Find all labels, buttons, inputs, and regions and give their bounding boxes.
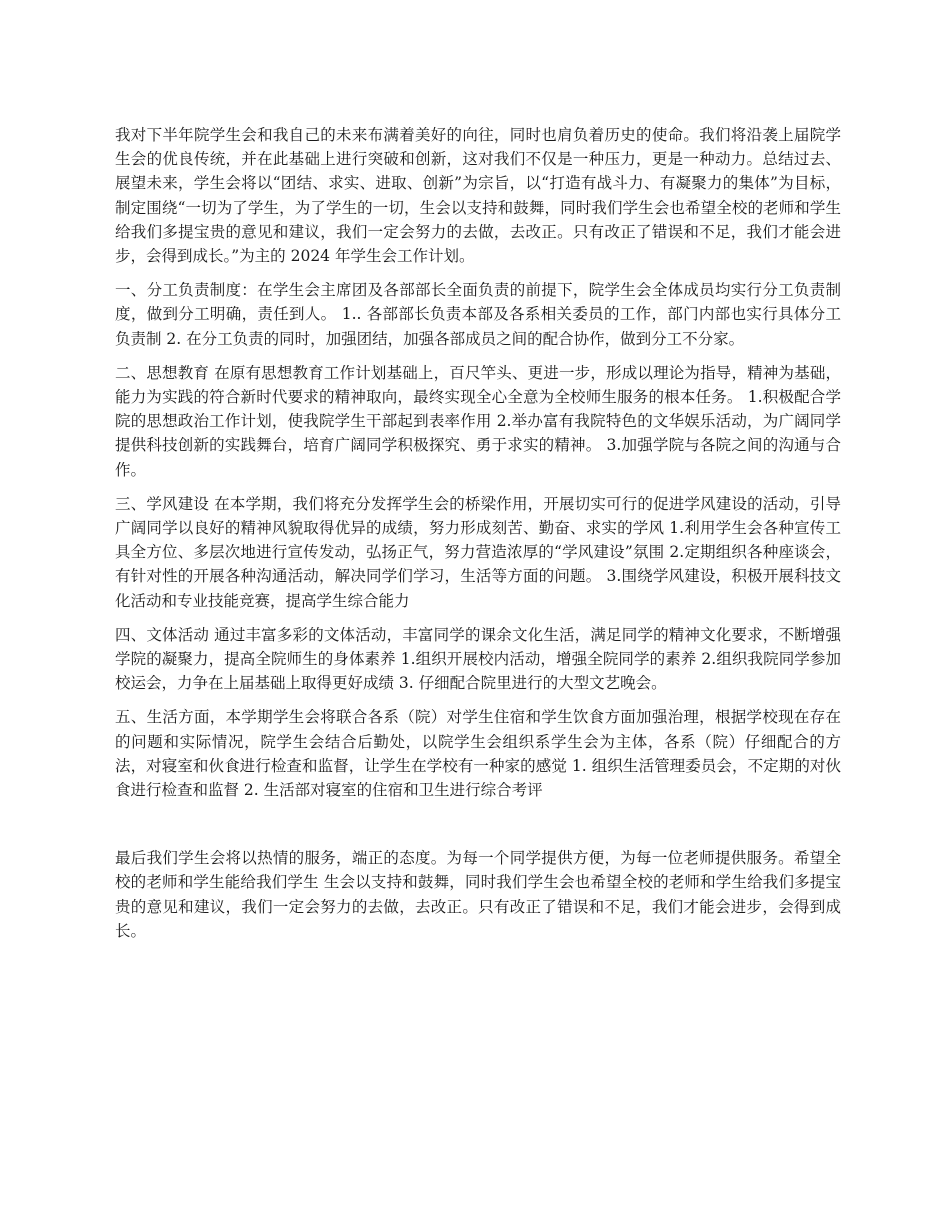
- section-sports-culture: 四、文体活动 通过丰富多彩的文体活动，丰富同学的课余文化生活，满足同学的精神文化要求，不断增强学院的凝聚力，提高全院师生的身体素养 1.组织开展校内活动，增强全院同学的素养 2.组织我院同学参加校运会，力争在上届基础上取得更好成绩 3. 仔细配合院里进行的大型文艺晚会。: [115, 625, 841, 693]
- closing-paragraph: 最后我们学生会将以热情的服务，端正的态度。为每一个同学提供方便，为每一位老师提供服务。希望全校的老师和学生能给我们学生 生会以支持和鼓舞，同时我们学生会也希望全校的老师和学生给我们多提宝贵的意见和建议，我们一定会努力的去做，去改正。只有改正了错误和不足，我们才能会进步，会得到成长。: [115, 849, 841, 940]
- section-division-of-labor: 一、分工负责制度：在学生会主席团及各部部长全面负责的前提下，院学生会全体成员均实行分工负责制度，做到分工明确，责任到人。 1.. 各部部长负责本部及各系相关委员的工作，部门内部也实行具体分工负责制 2. 在分工负责的同时，加强团结，加强各部成员之间的配合协作，做到分工不分家。: [115, 281, 841, 348]
- document-body: [115, 123, 841, 953]
- section-ideological-education: 二、思想教育 在原有思想教育工作计划基础上，百尺竿头、更进一步，形成以理论为指导，精神为基础，能力为实践的符合新时代要求的精神取向，最终实现全心全意为全校师生服务的根本任务。 1.积极配合学院的思想政治工作计划，使我院学生干部起到表率作用 2.举办富有我院特色的文华娱乐活动，为广阔同学提供科技创新的实践舞台，培育广阔同学积极探究、勇于求实的精神。 3.加强学院与各院之间的沟通与合作。: [115, 363, 841, 479]
- paragraph-gap: [115, 812, 841, 846]
- intro-paragraph: 我对下半年院学生会和我自己的未来布满着美好的向往，同时也肩负着历史的使命。我们将沿袭上届院学生会的优良传统，并在此基础上进行突破和创新，这对我们不仅是一种压力，更是一种动力。总结过去、展望未来，学生会将以“团结、求实、进取、创新”为宗旨，以“打造有战斗力、有凝聚力的集体”为目标，制定围绕“一切为了学生，为了学生的一切，生会以支持和鼓舞，同时我们学生会也希望全校的老师和学生给我们多提宝贵的意见和建议，我们一定会努力的去做，去改正。只有改正了错误和不足，我们才能会进步，会得到成长。”为主的 2024 年学生会工作计划。: [115, 126, 841, 266]
- section-study-style: 三、学风建设 在本学期，我们将充分发挥学生会的桥梁作用，开展切实可行的促进学风建设的活动，引导广阔同学以良好的精神风貌取得优异的成绩，努力形成刻苦、勤奋、求实的学风 1.利用学生会各种宣传工具全方位、多层次地进行宣传发动，弘扬正气，努力营造浓厚的“学风建设”氛围 2.定期组织各种座谈会，有针对性的开展各种沟通活动，解决同学们学习，生活等方面的问题。 3.围绕学风建设，积极开展科技文化活动和专业技能竞赛，提高学生综合能力: [115, 494, 841, 610]
- section-living: 五、生活方面，本学期学生会将联合各系（院）对学生住宿和学生饮食方面加强治理，根据学校现在存在的问题和实际情况，院学生会结合后勤处，以院学生会组织系学生会为主体，各系（院）仔细配合的方法，对寝室和伙食进行检查和监督，让学生在学校有一种家的感觉 1. 组织生活管理委员会，不定期的对伙食进行检查和监督 2. 生活部对寝室的住宿和卫生进行综合考评: [115, 708, 841, 800]
